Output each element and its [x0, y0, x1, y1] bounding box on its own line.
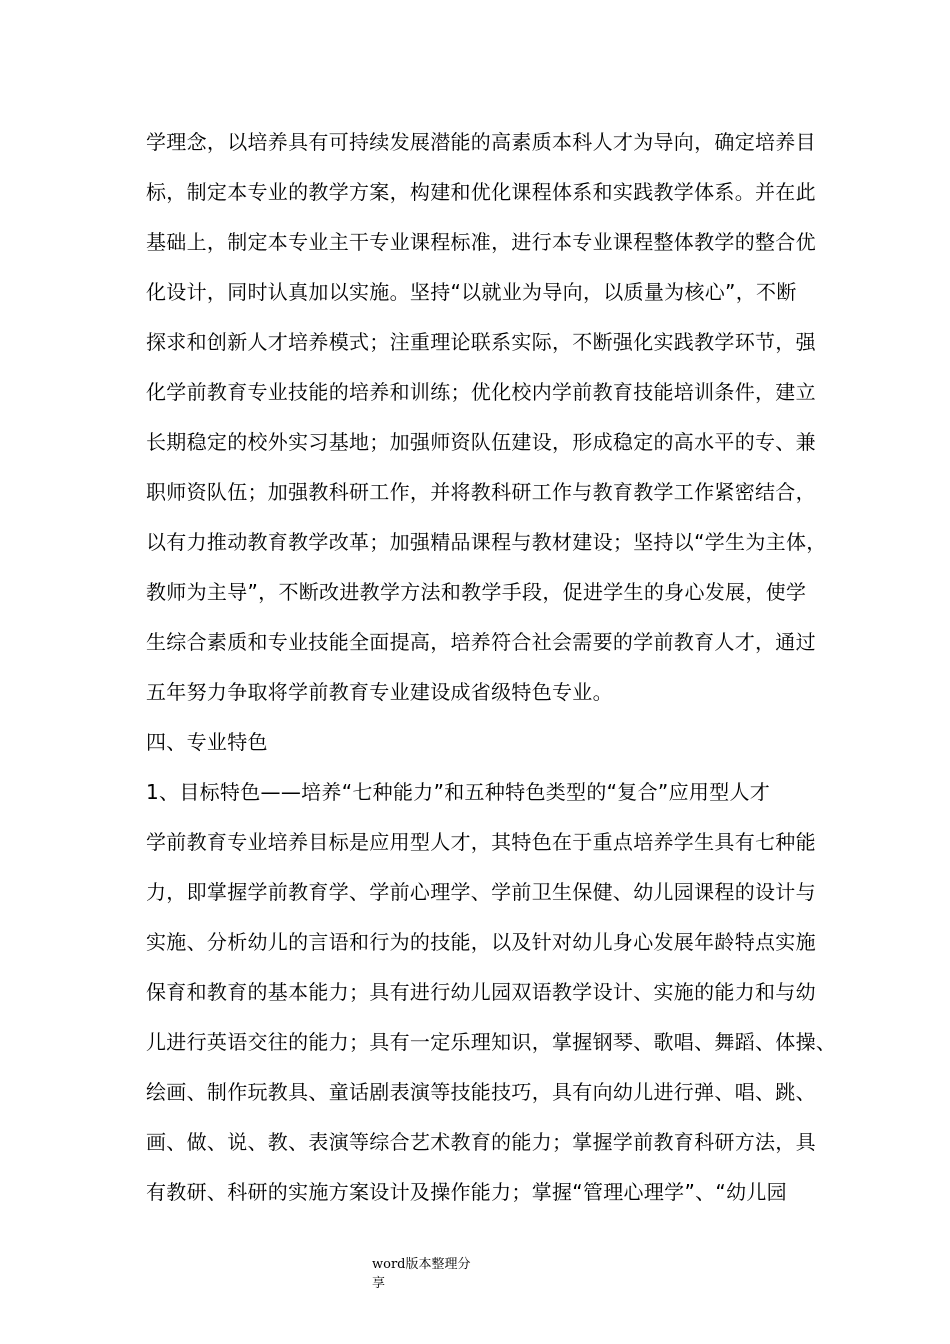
- body-text-line: 力，即掌握学前教育学、学前心理学、学前卫生保健、幼儿园课程的设计与: [146, 880, 816, 904]
- body-text-line: 生综合素质和专业技能全面提高，培养符合社会需要的学前教育人才，通过: [146, 630, 816, 654]
- body-text-line: 学理念，以培养具有可持续发展潜能的高素质本科人才为导向，确定培养目: [146, 130, 816, 154]
- page-footer: word版本整理分享: [372, 1257, 471, 1291]
- body-text-line: 探求和创新人才培养模式；注重理论联系实际，不断强化实践教学环节，强: [146, 330, 816, 354]
- body-text-line: 教师为主导”，不断改进教学方法和教学手段，促进学生的身心发展，使学: [146, 580, 807, 604]
- subsection-heading: 1、目标特色——培养“七种能力”和五种特色类型的“复合”应用型人才: [146, 780, 771, 804]
- body-text-line: 标，制定本专业的教学方案，构建和优化课程体系和实践教学体系。并在此: [146, 180, 816, 204]
- body-text-line: 五年努力争取将学前教育专业建设成省级特色专业。: [146, 680, 613, 704]
- body-text-line: 画、做、说、教、表演等综合艺术教育的能力；掌握学前教育科研方法，具: [146, 1130, 816, 1154]
- body-text-line: 学前教育专业培养目标是应用型人才，其特色在于重点培养学生具有七种能: [146, 830, 816, 854]
- body-text-line: 基础上，制定本专业主干专业课程标准，进行本专业课程整体教学的整合优: [146, 230, 816, 254]
- body-text-line: 实施、分析幼儿的言语和行为的技能，以及针对幼儿身心发展年龄特点实施: [146, 930, 816, 954]
- body-text-line: 化学前教育专业技能的培养和训练；优化校内学前教育技能培训条件，建立: [146, 380, 816, 404]
- body-text-line: 保育和教育的基本能力；具有进行幼儿园双语教学设计、实施的能力和与幼: [146, 980, 816, 1004]
- body-text-line: 有教研、科研的实施方案设计及操作能力；掌握“管理心理学”、“幼儿园: [146, 1180, 787, 1204]
- body-text-line: 以有力推动教育教学改革；加强精品课程与教材建设；坚持以“学生为主体，: [146, 530, 827, 554]
- body-text-line: 化设计，同时认真加以实施。坚持“以就业为导向，以质量为核心”，不断: [146, 280, 797, 304]
- body-text-line: 职师资队伍；加强教科研工作，并将教科研工作与教育教学工作紧密结合，: [146, 480, 816, 504]
- section-heading: 四、专业特色: [146, 730, 268, 754]
- body-text-line: 儿进行英语交往的能力；具有一定乐理知识，掌握钢琴、歌唱、舞蹈、体操、: [146, 1030, 837, 1054]
- body-text-line: 绘画、制作玩教具、童话剧表演等技能技巧，具有向幼儿进行弹、唱、跳、: [146, 1080, 816, 1104]
- body-text-line: 长期稳定的校外实习基地；加强师资队伍建设，形成稳定的高水平的专、兼: [146, 430, 816, 454]
